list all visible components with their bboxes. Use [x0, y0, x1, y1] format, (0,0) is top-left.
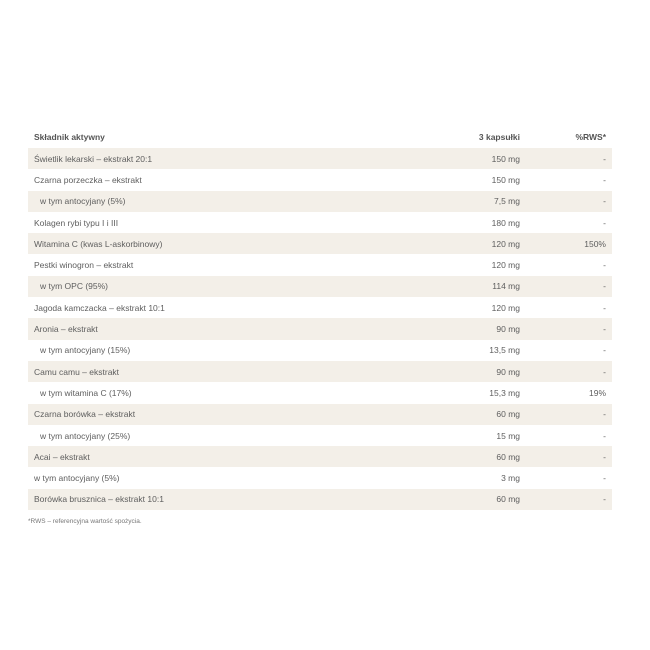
- table-header: [28, 126, 612, 148]
- ingredient-name: Camu camu – ekstrakt: [28, 361, 388, 382]
- table-row: [28, 425, 612, 446]
- table-row: [28, 254, 612, 275]
- ingredient-rws: -: [603, 345, 606, 356]
- ingredients-table: [28, 126, 612, 510]
- ingredient-amount: 15,3 mg: [489, 387, 520, 398]
- table-row: [28, 361, 612, 382]
- ingredient-name: w tym witamina C (17%): [40, 387, 132, 398]
- ingredient-amount: 60 mg: [388, 446, 526, 467]
- table-row: [28, 297, 612, 318]
- ingredient-amount: 150 mg: [388, 148, 526, 169]
- table-row: [28, 169, 612, 190]
- ingredient-amount: 114 mg: [388, 276, 526, 297]
- ingredient-rws: -: [526, 276, 612, 297]
- ingredient-rws: -: [603, 302, 606, 313]
- table-body: [28, 148, 612, 510]
- ingredients-table-container: [28, 126, 612, 510]
- ingredient-amount: 60 mg: [388, 404, 526, 425]
- table-row: [28, 212, 612, 233]
- table-row: [28, 489, 612, 510]
- ingredient-name: w tym antocyjany (5%): [34, 473, 120, 484]
- ingredient-rws: -: [526, 446, 612, 467]
- table-row: [28, 148, 612, 169]
- table-row: [28, 467, 612, 488]
- ingredient-rws: -: [526, 191, 612, 212]
- ingredient-amount: 60 mg: [388, 489, 526, 510]
- ingredient-rws: -: [603, 260, 606, 271]
- table-row: [28, 191, 612, 212]
- header-row: [28, 126, 612, 148]
- ingredient-rws: -: [526, 148, 612, 169]
- ingredient-name: w tym OPC (95%): [28, 276, 388, 297]
- footnote: *RWS – referencyjna wartość spożycia.: [28, 518, 142, 525]
- ingredient-rws: -: [603, 217, 606, 228]
- header-ingredient: Składnik aktywny: [34, 132, 105, 142]
- table-row: [28, 382, 612, 403]
- ingredient-amount: 3 mg: [501, 473, 520, 484]
- ingredient-name: Czarna porzeczka – ekstrakt: [34, 174, 142, 185]
- table-row: [28, 276, 612, 297]
- ingredient-rws: -: [526, 404, 612, 425]
- ingredient-rws: -: [603, 473, 606, 484]
- table-row: [28, 233, 612, 254]
- ingredient-amount: 90 mg: [388, 361, 526, 382]
- table-row: [28, 318, 612, 339]
- table-row: [28, 340, 612, 361]
- ingredient-amount: 120 mg: [491, 260, 520, 271]
- header-rws: %RWS*: [575, 132, 606, 142]
- ingredient-amount: 15 mg: [496, 430, 520, 441]
- ingredient-rws: 150%: [526, 233, 612, 254]
- ingredient-rws: -: [603, 430, 606, 441]
- ingredient-rws: -: [526, 361, 612, 382]
- table-row: [28, 404, 612, 425]
- ingredient-amount: 7,5 mg: [388, 191, 526, 212]
- header-amount: 3 kapsułki: [478, 132, 520, 142]
- ingredient-name: Borówka brusznica – ekstrakt 10:1: [28, 489, 388, 510]
- ingredient-rws: -: [526, 489, 612, 510]
- ingredient-amount: 13,5 mg: [489, 345, 520, 356]
- ingredient-name: Aronia – ekstrakt: [28, 318, 388, 339]
- table-row: [28, 446, 612, 467]
- ingredient-name: Czarna borówka – ekstrakt: [28, 404, 388, 425]
- ingredient-name: Witamina C (kwas L-askorbinowy): [28, 233, 388, 254]
- ingredient-name: w tym antocyjany (15%): [40, 345, 131, 356]
- ingredient-name: w tym antocyjany (5%): [28, 191, 388, 212]
- ingredient-amount: 120 mg: [491, 302, 520, 313]
- ingredient-name: Pestki winogron – ekstrakt: [34, 260, 134, 271]
- ingredient-rws: -: [603, 174, 606, 185]
- ingredient-name: w tym antocyjany (25%): [40, 430, 131, 441]
- ingredient-amount: 90 mg: [388, 318, 526, 339]
- ingredient-amount: 180 mg: [491, 217, 520, 228]
- ingredient-name: Jagoda kamczacka – ekstrakt 10:1: [34, 302, 165, 313]
- ingredient-name: Świetlik lekarski – ekstrakt 20:1: [28, 148, 388, 169]
- ingredient-amount: 150 mg: [491, 174, 520, 185]
- ingredient-rws: -: [526, 318, 612, 339]
- ingredient-rws: 19%: [588, 387, 606, 398]
- ingredient-name: Kolagen rybi typu I i III: [34, 217, 119, 228]
- ingredient-amount: 120 mg: [388, 233, 526, 254]
- ingredient-name: Acai – ekstrakt: [28, 446, 388, 467]
